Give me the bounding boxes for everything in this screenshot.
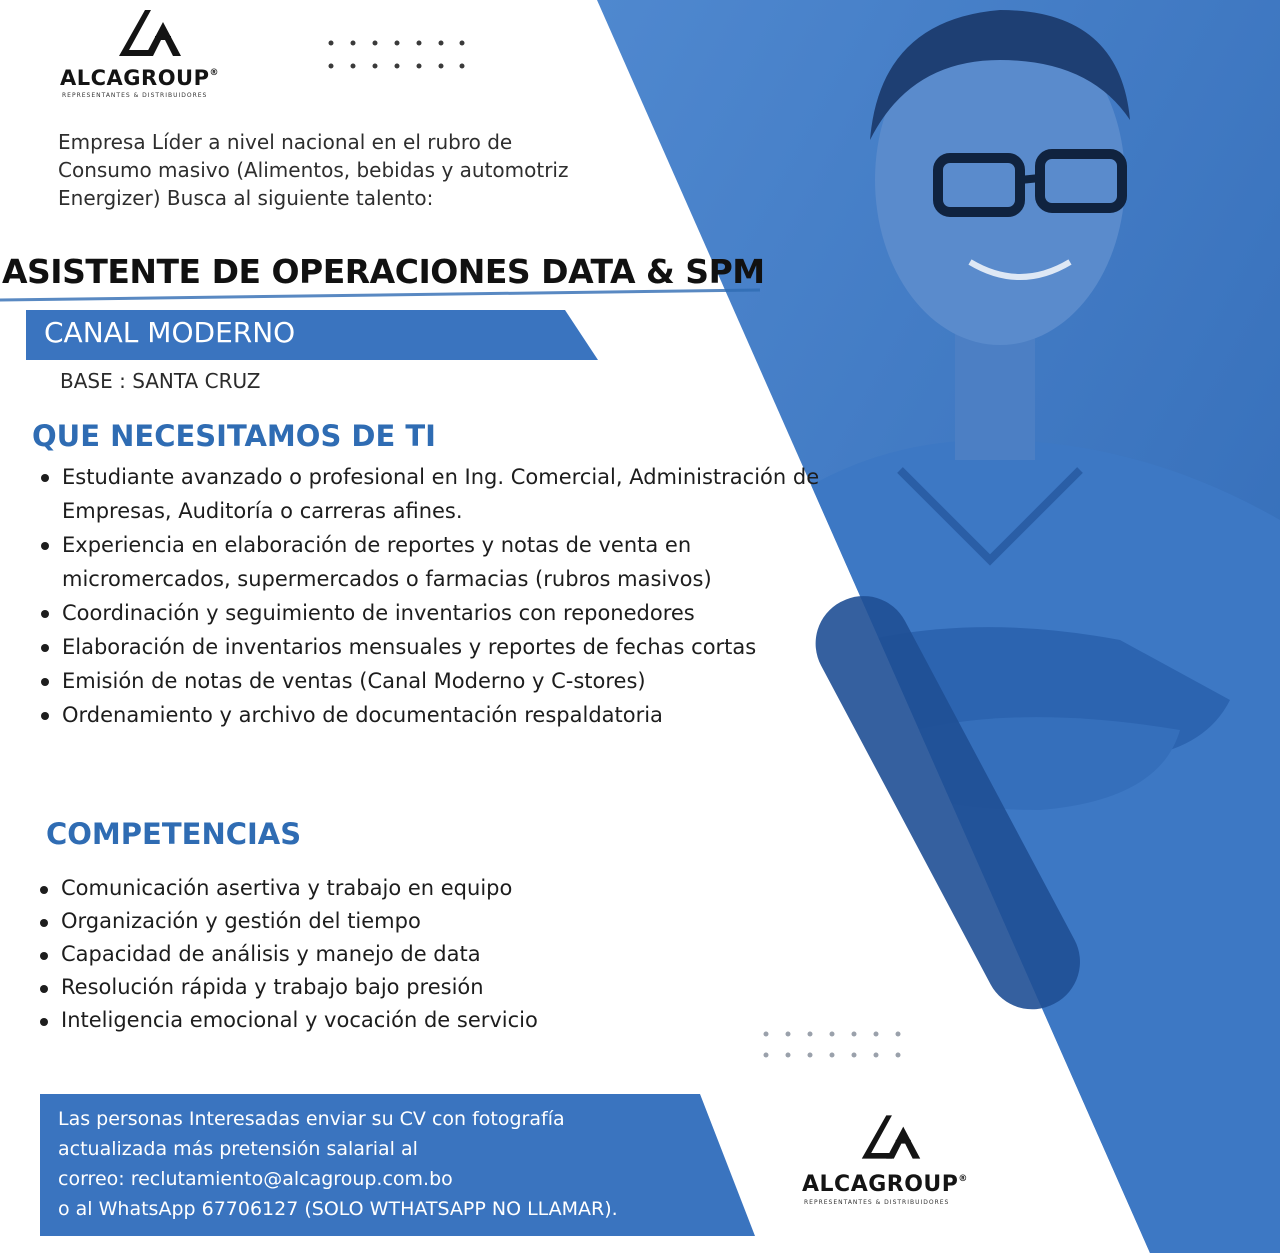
registered-mark: ® xyxy=(958,1174,968,1184)
company-intro xyxy=(58,128,618,212)
base-location: BASE : SANTA CRUZ xyxy=(60,369,261,393)
competencies-list xyxy=(35,872,675,1037)
application-line: Las personas Interesadas enviar su CV con fotografía xyxy=(58,1108,565,1130)
list-item: Elaboración de inventarios mensuales y reportes de fechas cortas xyxy=(36,630,822,664)
channel-label: CANAL MODERNO xyxy=(44,316,296,349)
brand-name: ALCAGROUP xyxy=(802,1172,959,1197)
list-item: Experiencia en elaboración de reportes y notas de venta en micromercados, supermercados o farmacias (rubros masivos) xyxy=(36,528,856,596)
company-logo-top xyxy=(60,8,260,103)
list-item: Organización y gestión del tiempo xyxy=(35,905,675,938)
position-title: ASISTENTE DE OPERACIONES DATA & SPM xyxy=(2,252,765,291)
brand-tagline: REPRESENTANTES & DISTRIBUIDORES xyxy=(62,92,208,99)
company-logo-bottom xyxy=(800,1112,1000,1212)
brand-name: ALCAGROUP xyxy=(60,66,210,90)
list-item: Inteligencia emocional y vocación de servicio xyxy=(35,1004,675,1037)
competencies-title: COMPETENCIAS xyxy=(46,817,302,851)
requirements-list xyxy=(36,460,856,732)
list-item: Comunicación asertiva y trabajo en equipo xyxy=(35,872,675,905)
list-item: Ordenamiento y archivo de documentación respaldatoria xyxy=(36,698,856,732)
intro-line: Energizer) Busca al siguiente talento: xyxy=(58,186,434,210)
list-item: Emisión de notas de ventas (Canal Moderno y C-stores) xyxy=(36,664,856,698)
list-item: Coordinación y seguimiento de inventarios con reponedores xyxy=(36,596,856,630)
registered-mark: ® xyxy=(209,68,220,78)
application-line: o al WhatsApp 67706127 (SOLO WTHATSAPP NO LLAMAR). xyxy=(58,1198,618,1220)
intro-line: Consumo masivo (Alimentos, bebidas y automotriz xyxy=(58,158,569,182)
headline-underline xyxy=(0,290,760,300)
brand-tagline: REPRESENTANTES & DISTRIBUIDORES xyxy=(804,1199,950,1206)
application-line: correo: reclutamiento@alcagroup.com.bo xyxy=(58,1168,453,1190)
application-line: actualizada más pretensión salarial al xyxy=(58,1138,418,1160)
list-item: Capacidad de análisis y manejo de data xyxy=(35,938,675,971)
dot-grid-top xyxy=(329,41,465,69)
list-item: Estudiante avanzado o profesional en Ing. Comercial, Administración de Empresas, Auditoría o carreras afines. xyxy=(36,460,856,528)
list-item: Resolución rápida y trabajo bajo presión xyxy=(35,971,675,1004)
application-instructions xyxy=(58,1104,618,1224)
requirements-title: QUE NECESITAMOS DE TI xyxy=(32,419,436,453)
alcagroup-logo-mark-icon xyxy=(858,1112,924,1162)
alcagroup-logo-mark-icon xyxy=(115,8,185,58)
intro-line: Empresa Líder a nivel nacional en el rubro de xyxy=(58,130,513,154)
